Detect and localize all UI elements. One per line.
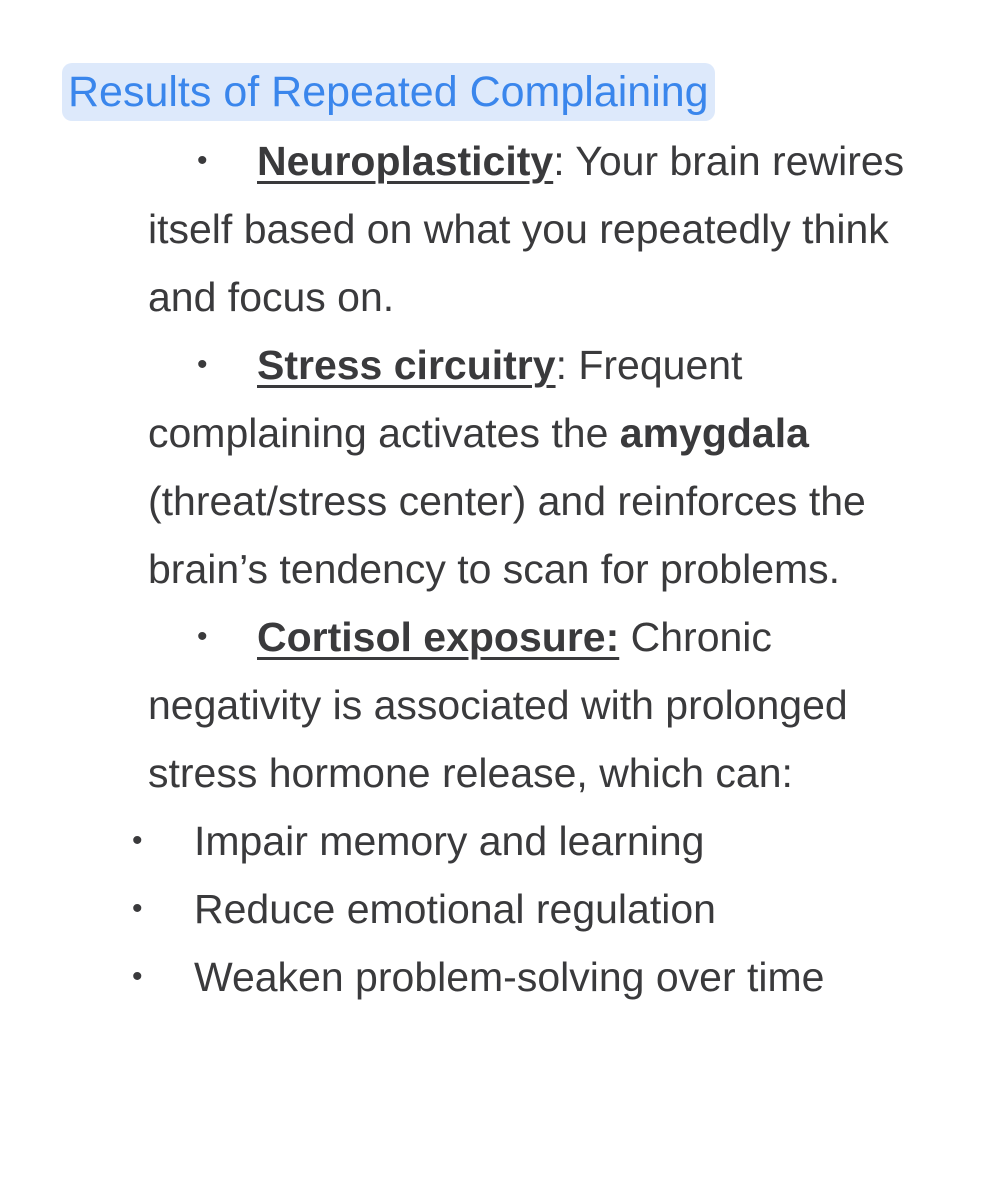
list-item (0, 875, 998, 943)
bullet-text: (threat/stress center) and reinforces the brain’s tendency to scan for problems. (148, 478, 866, 592)
bullet-dot-icon: • (197, 620, 208, 653)
list-item-text: Reduce emotional regulation (194, 886, 716, 932)
bullet-neuroplasticity (0, 127, 928, 331)
bullet-dot-icon: • (197, 144, 208, 177)
bold-amygdala: amygdala (619, 410, 809, 456)
bullet-dot-icon: • (132, 892, 143, 925)
bullet-cortisol-exposure (0, 603, 928, 807)
list-item-text: Impair memory and learning (194, 818, 705, 864)
term-cortisol-exposure: Cortisol exposure: (257, 614, 620, 660)
bullet-text: Chronic negativity is associated with prolonged stress hormone release, which can: (148, 614, 848, 796)
bullet-text: : Frequent complaining activates the (148, 342, 743, 456)
bullet-stress-circuitry (0, 331, 928, 603)
bullet-dot-icon: • (132, 960, 143, 993)
term-neuroplasticity: Neuroplasticity (257, 138, 554, 184)
bullet-dot-icon: • (197, 348, 208, 381)
bullet-text: : Your brain rewires itself based on what you repeatedly think and focus on. (148, 138, 905, 320)
list-item (0, 943, 998, 1011)
list-item-text: Weaken problem-solving over time (194, 954, 825, 1000)
bullet-dot-icon: • (132, 824, 143, 857)
section-heading[interactable]: Results of Repeated Complaining (62, 63, 715, 121)
effects-list (0, 807, 998, 1011)
note-body (0, 127, 998, 1011)
term-stress-circuitry: Stress circuitry (257, 342, 556, 388)
list-item (0, 807, 998, 875)
